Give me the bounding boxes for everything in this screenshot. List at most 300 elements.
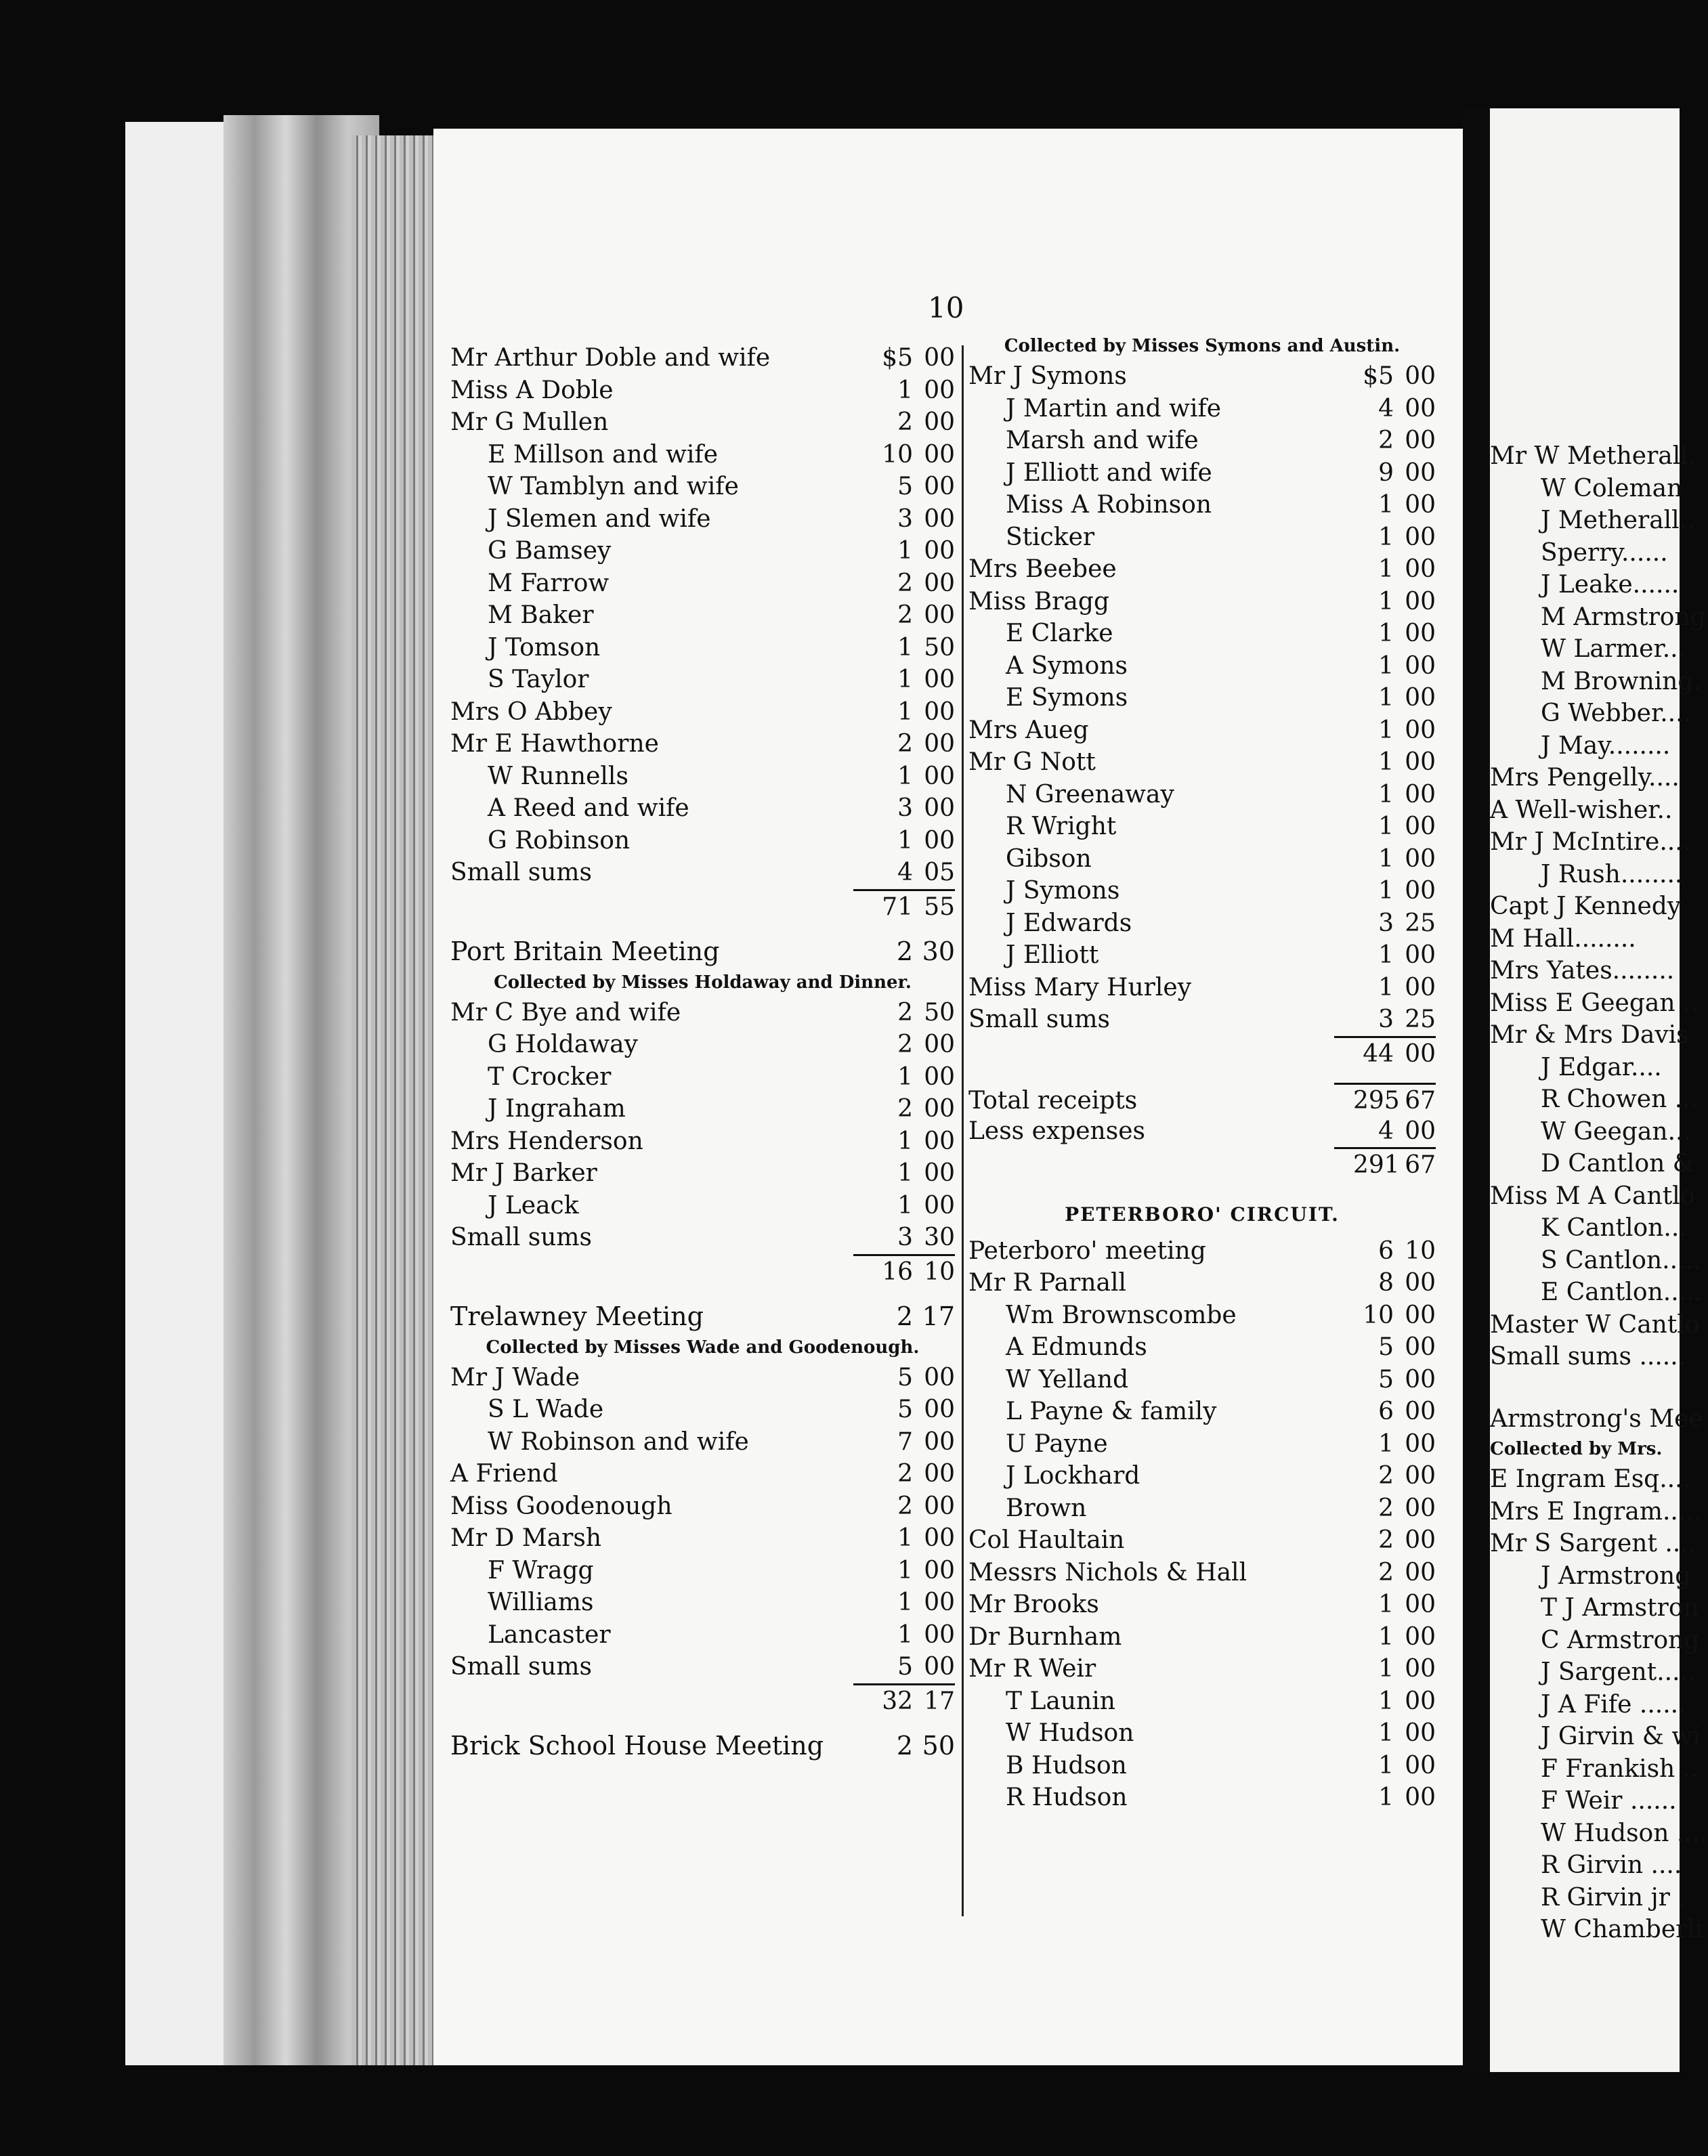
ledger-row [968,360,1436,393]
amount-dollars: 2 [1378,1494,1394,1522]
ledger-row-partial [1490,890,1680,923]
donor-name: S Taylor [488,666,589,693]
amount [853,1522,955,1555]
amount-dollars: 1 [897,1589,913,1616]
ledger-row [450,825,955,857]
amount-cents: 00 [1405,523,1436,551]
amount-dollars: 3 [897,794,913,822]
amount [853,1587,955,1619]
subtotal-row [450,1254,955,1287]
ledger-row-partial [1490,1882,1686,1914]
amount [853,1190,955,1222]
donor-name: J Armstrong [1541,1561,1691,1590]
amount-cents: 67 [1405,1087,1436,1115]
ledger-row-partial [1490,1817,1708,1850]
donor-name: Mr R Weir [968,1655,1096,1683]
amount-dollars: 1 [1378,813,1394,840]
ledger-row-partial [1490,1309,1700,1341]
amount [1334,425,1436,457]
amount [1334,360,1436,393]
amount-cents: 00 [924,1492,955,1520]
amount [1334,1685,1436,1718]
ledger-row [450,728,955,760]
donor-name: Gibson [1006,844,1092,873]
amount-cents: 10 [924,1257,955,1286]
amount-dollars: 1 [897,1620,913,1649]
donor-name: G Holdaway [488,1031,638,1058]
donor-name: J Sargent..... [1541,1658,1696,1686]
donor-name: E Millson and wife [488,440,718,469]
amount-cents: 10 [1405,1236,1436,1265]
amount-cents: 00 [1405,1333,1436,1361]
ledger-row [450,1301,955,1333]
ledger-row [450,1730,955,1763]
amount [853,760,955,793]
donor-name: Williams [488,1589,594,1616]
amount [1334,1750,1436,1782]
ledger-row [450,936,955,968]
amount-dollars: 1 [1378,1687,1394,1715]
amount-dollars: 5 [1378,1365,1394,1394]
amount-cents: 00 [924,666,955,693]
amount-cents: 00 [1405,1687,1436,1715]
amount [853,1730,955,1763]
amount-dollars: 32 [882,1687,913,1715]
donor-name: R Hudson [1006,1784,1128,1811]
donor-name: N Greenaway [1006,780,1174,808]
amount [1334,521,1436,554]
amount-cents: 30 [924,1224,955,1251]
amount-dollars: 44 [1363,1039,1394,1068]
ledger-row-partial [1490,1785,1680,1817]
ledger-row [450,1125,955,1158]
amount-dollars: 1 [1378,1751,1394,1780]
ledger-row-partial [1490,697,1691,730]
donor-name: J A Fife ...... [1541,1690,1686,1719]
amount [1334,1036,1436,1071]
amount-cents: 00 [924,504,955,533]
amount [1334,1083,1436,1117]
donor-name: J Slemen and wife [488,504,711,533]
amount-cents: 00 [924,376,955,404]
amount [853,535,955,567]
amount-dollars: 1 [897,762,913,790]
ledger-row [968,1557,1436,1589]
spacer [450,1715,955,1730]
ledger-row [450,599,955,632]
ledger-row-partial [1490,794,1680,827]
ledger-row-partial [1490,859,1683,891]
amount [1334,1653,1436,1685]
donor-name: E Cantlon..... [1541,1278,1702,1306]
amount [853,728,955,760]
amount-dollars: 1 [1378,973,1394,1001]
subtotal-row [968,1036,1436,1069]
amount-dollars: 4 [1378,1117,1394,1145]
ledger-row-partial [1490,633,1686,666]
ledger-row [968,682,1436,714]
donor-name: Sperry...... [1541,538,1668,567]
subtotal-row [450,889,955,922]
page-number: 10 [928,291,964,324]
ledger-row [968,553,1436,586]
amount [853,889,955,924]
ledger-row [450,1029,955,1061]
ledger-row-partial [1490,1083,1699,1116]
amount-dollars: 2 [896,936,913,966]
ledger-row [450,1362,955,1394]
amount-cents: 00 [1405,780,1436,808]
amount-dollars: 1 [1378,877,1394,905]
amount-dollars: 2 [897,1095,913,1123]
amount-dollars: 1 [897,1127,913,1155]
amount-cents: 00 [1405,941,1436,969]
amount-dollars: 1 [1378,587,1394,616]
ledger-row [968,843,1436,876]
amount-cents: 00 [924,408,955,436]
ledger-row-partial [1490,473,1683,505]
amount-dollars: 1 [897,1524,913,1552]
ledger-row-partial [1490,826,1691,859]
ledger-row [968,425,1436,457]
donor-name: Brick School House Meeting [450,1731,824,1761]
ledger-row [450,342,955,374]
donor-name: Mr C Bye and wife [450,998,681,1027]
gutter [1463,108,1490,2072]
donor-name: J May........ [1541,731,1671,760]
donor-name: J Elliott and wife [1006,458,1212,487]
amount [1334,972,1436,1004]
amount [1334,553,1436,586]
amount [853,1125,955,1158]
ledger-row [450,792,955,825]
amount-cents: 00 [1405,1117,1436,1145]
amount-cents: 00 [1405,1365,1436,1394]
amount-dollars: 1 [1378,1591,1394,1618]
collector-heading: Collected by Mrs. [1490,1439,1663,1459]
amount-dollars: 1 [1378,780,1394,808]
amount [1334,1299,1436,1332]
ledger-row-partial [1490,1403,1703,1436]
donor-name: F Wragg [488,1556,594,1584]
donor-name: Armstrong's Mee [1490,1404,1703,1433]
amount-cents: 00 [924,1363,955,1392]
amount-cents: 00 [924,730,955,758]
donor-name: M Hall........ [1490,924,1636,953]
donor-name: Mr G Mullen [450,408,609,436]
amount-dollars: 2 [897,1031,913,1058]
spacer [450,1286,955,1301]
donor-name: W Larmer... [1541,635,1686,663]
spacer [1490,1373,1680,1388]
donor-name: W Robinson and wife [488,1427,749,1456]
amount-cents: 50 [924,998,955,1027]
amount [853,1301,955,1333]
amount-cents: 00 [1405,1039,1436,1068]
collector-heading: Collected by Misses Symons and Austin. [1004,336,1401,356]
amount [853,1619,955,1652]
amount [853,1362,955,1394]
donor-name: E Symons [1006,684,1128,712]
amount [853,1254,955,1289]
right-column [1490,440,1708,1946]
donor-name: Total receipts [968,1087,1138,1115]
amount [853,439,955,471]
donor-name: J Rush........ [1541,860,1683,888]
donor-name: Mr Arthur Doble and wife [450,344,771,372]
ledger-row [450,696,955,729]
donor-name: Small sums [968,1006,1111,1033]
amount-cents: 00 [1405,684,1436,712]
amount [853,1093,955,1125]
amount [853,1490,955,1523]
donor-name: Small sums [450,859,593,886]
amount-dollars: 6 [1378,1398,1394,1425]
amount [1334,1235,1436,1268]
amount-cents: 00 [1405,1622,1436,1651]
donor-name: Mrs Pengelly.... [1490,764,1680,792]
ledger-row [450,1061,955,1094]
ledger-row [968,907,1436,940]
amount [1334,779,1436,811]
amount-cents: 00 [924,1460,955,1488]
amount-dollars: 1 [897,826,913,855]
amount-dollars: 1 [1378,1622,1394,1651]
ledger-row-partial [1490,730,1680,762]
amount [853,1426,955,1459]
amount-cents: 00 [1405,1719,1436,1747]
amount-dollars: 291 [1353,1151,1400,1179]
donor-name: A Symons [1006,651,1128,680]
ledger-row [450,1093,955,1125]
donor-name: W Hudson .... [1541,1819,1708,1847]
amount-cents: 00 [1405,587,1436,616]
ledger-row [968,1782,1436,1814]
amount-dollars: 6 [1378,1236,1394,1265]
ledger-row [968,489,1436,521]
amount-dollars: 71 [882,892,913,921]
amount-dollars: 5 [1378,1333,1394,1361]
amount [1334,1621,1436,1654]
ledger-row-partial [1490,1276,1702,1309]
ledger-row-partial [1490,1019,1689,1052]
donor-name: Miss Mary Hurley [968,973,1192,1001]
amount-dollars: 5 [897,1396,913,1423]
ledger-row [968,875,1436,907]
ledger-row [450,1651,955,1683]
donor-name: Lancaster [488,1620,611,1649]
donor-name: Mr J Symons [968,362,1127,390]
ledger-row [450,857,955,889]
amount [853,1029,955,1061]
amount-dollars: 1 [1378,941,1394,969]
amount-dollars: 2 [897,569,913,597]
amount [853,342,955,374]
amount-dollars: 1 [1378,1719,1394,1747]
amount-dollars: 2 [896,1301,913,1331]
amount [1334,714,1436,747]
donor-name: Mr R Parnall [968,1269,1127,1297]
amount [1334,1428,1436,1461]
amount-cents: 00 [924,1556,955,1584]
ledger-row [968,650,1436,683]
amount-dollars: 5 [897,1653,913,1681]
ledger-row-partial [1490,987,1699,1020]
ledger-row-partial [1490,1914,1703,1946]
donor-name: Port Britain Meeting [450,936,720,966]
donor-name: J Edwards [1006,909,1132,937]
amount [1334,1004,1436,1036]
amount-dollars: 1 [897,1062,913,1091]
amount-dollars: 7 [897,1427,913,1456]
amount [1334,1717,1436,1750]
ledger-row-partial [1490,955,1680,987]
ledger-row [968,586,1436,618]
ledger-row [968,1589,1436,1621]
column-divider [962,345,964,1916]
amount-cents: 00 [924,1062,955,1091]
ledger-row [450,1157,955,1190]
ledger-row [968,1524,1436,1557]
amount-cents: 00 [1405,555,1436,583]
ledger-row [450,535,955,567]
ledger-row [450,1458,955,1490]
donor-name: Small sums ...... [1490,1343,1686,1371]
amount-cents: 00 [924,1191,955,1220]
donor-name: Trelawney Meeting [450,1301,704,1331]
amount [853,1555,955,1587]
amount-cents: 05 [924,859,955,886]
amount-cents: 00 [1405,1655,1436,1683]
ledger-row [968,1428,1436,1461]
donor-name: Peterboro' meeting [968,1236,1206,1265]
donor-name: R Girvin jr . [1541,1883,1686,1912]
ledger-row [968,1331,1436,1364]
amount [853,1683,955,1718]
donor-name: Miss E Geegan .. [1490,989,1699,1017]
amount-dollars: 2 [897,730,913,758]
ledger-row [450,374,955,407]
amount [853,664,955,696]
amount-dollars: 1 [1378,523,1394,551]
ledger-row [968,1083,1436,1115]
amount-dollars: 9 [1378,458,1394,487]
ledger-row [450,664,955,696]
amount-dollars: 1 [1378,555,1394,583]
amount-cents: 00 [924,1653,955,1681]
amount-cents: 00 [1405,877,1436,905]
amount-dollars: 2 [1378,1558,1394,1587]
amount-cents: 00 [1405,651,1436,680]
donor-name: K Cantlon... [1541,1214,1687,1242]
amount-cents: 00 [1405,1494,1436,1522]
ledger-row [450,1426,955,1459]
donor-name: J Lockhard [1006,1462,1140,1490]
amount-dollars: 1 [1378,748,1394,776]
ledger-row [968,1460,1436,1492]
amount-cents: 00 [924,1524,955,1552]
ledger-row [450,1587,955,1619]
amount-dollars: $5 [882,344,913,372]
ledger-row [968,393,1436,425]
amount-cents: 50 [924,633,955,662]
donor-name: Mr G Nott [968,748,1096,776]
ledger-row-partial [1490,1624,1700,1657]
ledger-row [450,1222,955,1254]
ledger-row [968,1685,1436,1718]
donor-name: J Symons [1006,877,1120,905]
amount-dollars: 2 [1378,1526,1394,1554]
amount-cents: 00 [924,601,955,629]
donor-name: R Wright [1006,813,1117,840]
amount-cents: 00 [1405,716,1436,744]
donor-name: Mrs E Ingram..... [1490,1497,1702,1526]
amount-dollars: 1 [1378,1429,1394,1458]
donor-name: E Ingram Esq.... [1490,1465,1690,1493]
amount-cents: 00 [924,1031,955,1058]
amount-cents: 00 [1405,362,1436,390]
ledger-row [968,457,1436,490]
donor-name: Small sums [450,1224,593,1251]
left-column [450,342,955,1763]
middle-column [968,332,1436,1814]
ledger-row [968,1115,1436,1148]
ledger-row [968,779,1436,811]
donor-name: A Reed and wife [488,794,689,822]
amount-dollars: 3 [897,504,913,533]
amount-dollars: 2 [897,998,913,1027]
ledger-row [450,471,955,503]
donor-name: C Armstrong [1541,1626,1700,1654]
donor-name: B Hudson [1006,1751,1127,1780]
ledger-row [968,714,1436,747]
donor-name: Mrs Yates........ [1490,957,1675,985]
subtotal-row [968,1147,1436,1180]
ledger-row-partial [1490,504,1695,537]
ledger-row [450,1555,955,1587]
ledger-row [450,1190,955,1222]
amount-dollars: 1 [897,1556,913,1584]
amount-dollars: 1 [1378,844,1394,873]
donor-name: Wm Brownscombe [1006,1301,1237,1329]
amount-cents: 00 [1405,1751,1436,1780]
amount-dollars: 3 [1378,1006,1394,1033]
ledger-row [968,1396,1436,1428]
donor-name: Miss A Robinson [1006,491,1212,519]
ledger-row [450,1619,955,1652]
amount-dollars: 2 [1378,427,1394,454]
ledger-row [968,972,1436,1004]
amount [853,374,955,407]
amount-dollars: 2 [897,1460,913,1488]
donor-name: T Launin [1006,1687,1115,1715]
donor-name: J Girvin & wi [1541,1723,1701,1750]
donor-name: J Elliott [1006,941,1099,969]
amount [1334,1524,1436,1557]
donor-name: R Girvin .... [1541,1851,1682,1879]
ledger-row-partial [1490,569,1680,601]
donor-name: Mr S Sargent .... [1490,1530,1696,1557]
donor-name: W Chamberli [1541,1916,1703,1943]
spacer [450,921,955,936]
amount-dollars: 4 [1378,394,1394,423]
donor-name: W Yelland [1006,1365,1129,1394]
amount [1334,1147,1436,1182]
amount [853,1222,955,1254]
ledger-row [968,1235,1436,1268]
amount-cents: 00 [1405,1784,1436,1811]
ledger-row [450,1522,955,1555]
